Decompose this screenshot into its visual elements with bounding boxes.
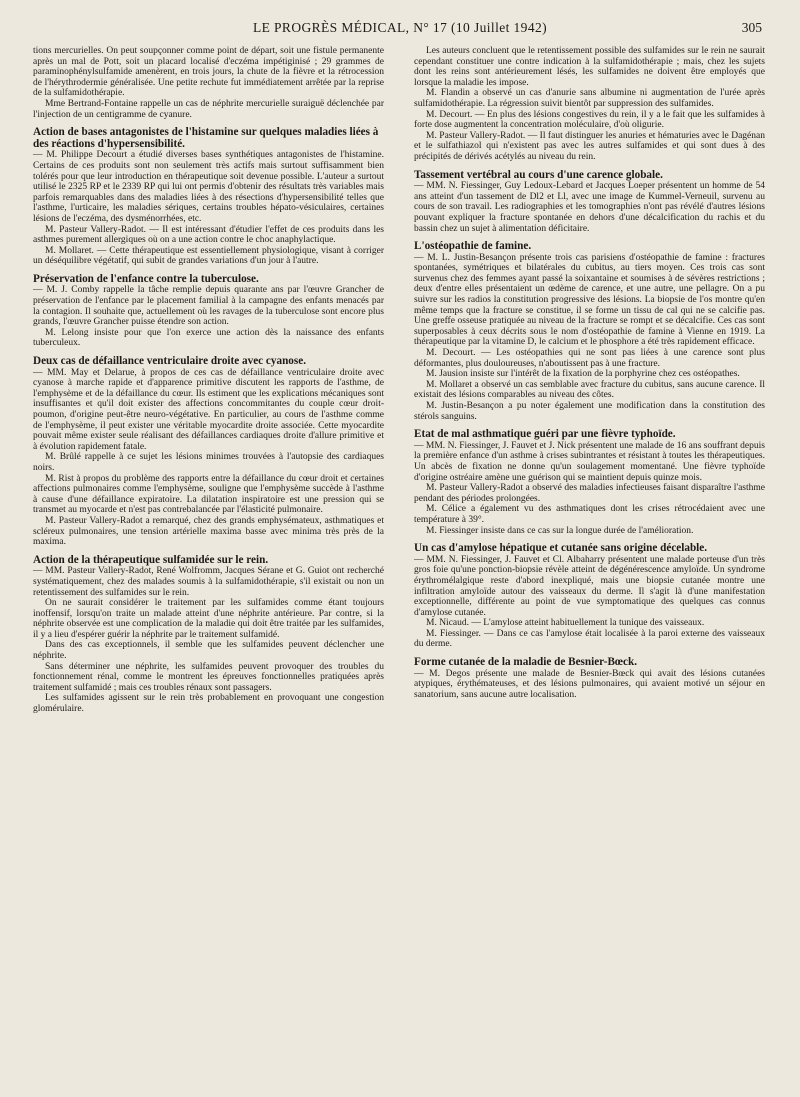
paragraph: On ne saurait considérer le traitement par les sulfamides comme étant toujours inoffensif, lorsqu'on traite un malade atteint d'une néphrite antérieure. Par contre, si la néphrite observée est une complication de la maladie qui doit être traitée par les sulfamides, il y a lieu d'espérer guérir la néphrite par le traitement sulfamidé. xyxy=(33,598,384,640)
paragraph: — MM. N. Fiessinger, J. Fauvet et Cl. Albaharry présentent une malade porteuse d'un très gros foie qu'une ponction-biopsie révèle atteint de dégénérescence amyloïde. Un syndrome érythromélalgique reste d'abord inexpliqué, mais une biopsie cutanée montre une infiltration amyloïde autour des vaisseaux du derme. Il s'agit là d'une manifestation exceptionnelle, différente au point de vue symptomatique des quelques cas connus d'amylose cutanée. xyxy=(414,554,765,618)
section-heading: Action de la thérapeutique sulfamidée sur le rein. xyxy=(33,553,269,566)
section-heading: Etat de mal asthmatique guéri par une fièvre typhoïde. xyxy=(414,428,676,441)
section-heading: Tassement vertébral au cours d'une carence globale. xyxy=(414,168,663,181)
paragraph: — M. Philippe Decourt a étudié diverses bases synthétiques antagonistes de l'histamine. Certains de ces produits sont non seulement très actifs mais surtout suffisamment bien tolérés pour que leur introduction en thérapeutique soit devenue possible. L'auteur a surtout utilisé le 2325 RP et le 2339 RP qui lui ont permis d'obtenir des résultats très variables mais parfois remarquables dans des maladies liées à des résections d'hypersensibilité telles que l'asthme, l'urticaire, les maladies sériques, certains troubles hépato-vésiculaires, certaines lésions de l'eczéma, des dysménorrhées, etc. xyxy=(33,150,384,224)
paragraph: Les auteurs concluent que le retentissement possible des sulfamides sur le rein ne saurait cependant constituer une contre indication à la sulfamidothérapie ; mais, chez les sujets dont les reins sont antérieurement lésés, les sulfamides ne doivent être employés que lorsque la maladie les impose. xyxy=(414,46,765,88)
paragraph: M. Justin-Besançon a pu noter également une modification dans la constitution des stérols sanguins. xyxy=(414,401,765,422)
running-header xyxy=(0,20,800,40)
paragraph: M. Célice a également vu des asthmatiques dont les crises rétrocédaient avec une température à 39°. xyxy=(414,504,765,525)
paragraph: M. Fiessinger. — Dans ce cas l'amylose était localisée à la paroi externe des vaisseaux du derme. xyxy=(414,628,765,650)
section-heading: L'ostéopathie de famine. xyxy=(414,240,532,253)
paragraph: — MM. Pasteur Vallery-Radot, René Wolfromm, Jacques Sérane et G. Guiot ont recherché systématiquement, chez des malades soumis à la sulfamidothérapie, s'il existait ou non un retentissement des sulfamides sur le rein. xyxy=(33,566,384,598)
page-number: 305 xyxy=(741,20,762,35)
paragraph: Dans des cas exceptionnels, il semble que les sulfamides peuvent déclencher une néphrite. xyxy=(33,640,384,662)
paragraph: M. Mollaret. — Cette thérapeutique est essentiellement physiologique, visant à corriger un déséquilibre végétatif, qui subit de grandes variations d'un jour à l'autre. xyxy=(33,245,384,267)
right-column xyxy=(414,46,765,700)
section-heading: Préservation de l'enfance contre la tuberculose. xyxy=(33,272,259,285)
paragraph: tions mercurielles. On peut soupçonner comme point de départ, soit une fistule permanente après un mal de Pott, soit un placard localisé d'eczéma impétiginisé ; 29 grammes de paraminophénylsulfamide amenèrent, en trois jours, la chute de la fièvre et la rétrocession de l'hérythrodermie généralisée. Une petite rechute fut immédiatement arrêtée par la reprise de la sulfamidothérapie. xyxy=(33,46,384,99)
paragraph: — MM. N. Fiessinger, J. Fauvet et J. Nick présentent une malade de 16 ans souffrant depuis la première enfance d'un asthme à crises subintrantes et résistant à toutes les thérapeutiques. Un abcès de fixation ne donne qu'un soulagement momentané. Une fièvre typhoïde d'origine ostréaire amène une guérison qui se maintient depuis quinze mois. xyxy=(414,440,765,483)
paragraph: — MM. May et Delarue, à propos de ces cas de défaillance ventriculaire droite avec cyanose à marche rapide et d'apparence primitive discutent les rapports de l'asthme, de l'emphysème et de la défaillance du cœur. Ils estiment que les explications mécaniques sont insuffisantes et qu'il doit exister des affections concommitantes du couple cœur droit-poumon, d'origine peut-être neuro-végétative. En particulier, au cours de l'asthme comme de l'emphysème, il peut exister une véritable myocardite droite associée. Cette myocardite pouvait même exister seule réalisant des défaillances cardiaques droite d'allure primitive et à évolution rapidement fatale. xyxy=(33,367,384,452)
paragraph: M. Decourt. — En plus des lésions congestives du rein, il y a le fait que les sulfamides à forte dose augmentent la concentration moléculaire, d'où oligurie. xyxy=(414,109,765,131)
paragraph: M. Lelong insiste pour que l'on exerce une action dès la naissance des enfants tuberculeux. xyxy=(33,327,384,349)
journal-title: LE PROGRÈS MÉDICAL, N° 17 (10 Juillet 1942) xyxy=(252,20,548,35)
paragraph: M. Brûlé rappelle à ce sujet les lésions minimes trouvées à l'autopsie des cardiaques noirs. xyxy=(33,452,384,473)
paragraph: M. Pasteur Vallery-Radot a observé des maladies infectieuses faisant disparaître l'asthme pendant des périodes prolongées. xyxy=(414,483,765,504)
paragraph: — M. L. Justin-Besançon présente trois cas parisiens d'ostéopathie de famine : fractures spontanées, symétriques et bilatérales du cubitus, au tiers moyen. Ces trois cas sont survenus chez des femmes ayant passé la soixantaine et soumises à de sévères restrictions ; deux d'entre elles présentaient un œdème de carence, et une autre, une pellagre. On a pu suivre sur les radios la constitution progressive des lésions. La biopsie de l'os montre qu'en même temps que la fracture se constitue, il se forme un tissu de cal qui ne se calcifie pas. Une greffe osseuse pratiquée au niveau de la fracture se rompt et se décalcifie. Ces cas sont superposables à ceux décrits sous le nom d'ostéopathie de famine à Vienne en 1919. La thérapeutique par la vitamine D, le calcium et le phosphore a été très rapidement efficace. xyxy=(414,252,765,348)
paragraph: — MM. N. Fiessinger, Guy Ledoux-Lebard et Jacques Loeper présentent un homme de 54 ans atteint d'un tassement de Dl2 et Ll, avec une image de Kummel-Verneuil, survenu au cours de son travail. Les radiographies et les tomographies n'ont pas révélé d'autres lésions pouvant expliquer la fracture spontanée en dehors d'une décalcification du rachis et du bassin chez un sujet à alimentation déficitaire. xyxy=(414,181,765,234)
paragraph: M. Jausion insiste sur l'intérêt de la fixation de la porphyrine chez ces ostéopathes. xyxy=(426,369,740,380)
paragraph: Sans déterminer une néphrite, les sulfamides peuvent provoquer des troubles du fonctionnement rénal, comme le montrent les épreuves fonctionnelles pratiquées après traitement sulfamidé ; mais ces troubles rénaux sont passagers. xyxy=(33,661,384,693)
paragraph: Mme Bertrand-Fontaine rappelle un cas de néphrite mercurielle suraiguë déclenchée par l'injection de un centigramme de cyanure. xyxy=(33,98,384,120)
paragraph: M. Nicaud. — L'amylose atteint habituellement la tunique des vaisseaux. xyxy=(426,618,705,629)
paragraph: — M. Degos présente une malade de Besnier-Bœck qui avait des lésions cutanées atypiques, érythémateuses, et des lésions pulmonaires, qui avaient motivé un séjour en sanatorium, sans aucune autre localisation. xyxy=(414,668,765,700)
section-heading: Forme cutanée de la maladie de Besnier-Bœck. xyxy=(414,656,637,669)
section-heading: Deux cas de défaillance ventriculaire droite avec cyanose. xyxy=(33,355,307,368)
paragraph: M. Pasteur Vallery-Radot. — Il est intéressant d'étudier l'effet de ces produits dans les asthmes purement allergiques où on a une action contre le choc anaphylactique. xyxy=(33,224,384,246)
section-heading: Un cas d'amylose hépatique et cutanée sans origine décelable. xyxy=(414,542,708,555)
paragraph: M. Pasteur Vallery-Radot. — Il faut distinguer les anuries et hématuries avec le Dagénan et le sulfathiazol qui n'existent pas avec les autres sulfamides et qui sont dues à des précipités de dérivés acétylés au niveau du rein. xyxy=(414,130,765,162)
paragraph: M. Rist à propos du problème des rapports entre la défaillance du cœur droit et certaines affections pulmonaires comme l'emphysème, souligne que l'emphysème succède à l'asthme à cause d'une défaillance expiratoire. La dilatation inspiratoire est une pression qui se transmet au myocarde et n'est pas contrebalancée par l'élasticité pulmonaire. xyxy=(33,473,384,516)
paragraph: M. Mollaret a observé un cas semblable avec fracture du cubitus, sans aucune carence. Il existait des lésions comparables au niveau des côtes. xyxy=(414,379,765,401)
paragraph: — M. J. Comby rappelle la tâche remplie depuis quarante ans par l'œuvre Grancher de préservation de l'enfance par le placement familial à la campagne des enfants menacés par la contagion. Il souhaite que, actuellement où les ravages de la tuberculose sont encore plus grands, l'œuvre Grancher puisse étendre son action. xyxy=(33,285,384,328)
paragraph: M. Pasteur Vallery-Radot a remarqué, chez des grands emphysémateux, asthmatiques et scléreux pulmonaires, une tension artérielle maxima basse avec minima très près de la maxima. xyxy=(33,515,384,548)
paragraph: M. Decourt. — Les ostéopathies qui ne sont pas liées à une carence sont plus déformantes, plus douloureuses, n'aboutissent pas à une fracture. xyxy=(414,348,765,369)
section-heading: Action de bases antagonistes de l'histamine sur quelques maladies liées à des réactions d'hypersensibilité. xyxy=(33,126,379,150)
paragraph: M. Flandin a observé un cas d'anurie sans albumine ni augmentation de l'urée après sulfamidothérapie. La régression suivit bientôt par suppression des sulfamides. xyxy=(414,88,765,109)
paragraph: Les sulfamides agissent sur le rein très probablement en provoquant une congestion glomérulaire. xyxy=(33,693,384,715)
paragraph: M. Fiessinger insiste dans ce cas sur la longue durée de l'amélioration. xyxy=(426,525,694,536)
left-column xyxy=(33,46,384,715)
